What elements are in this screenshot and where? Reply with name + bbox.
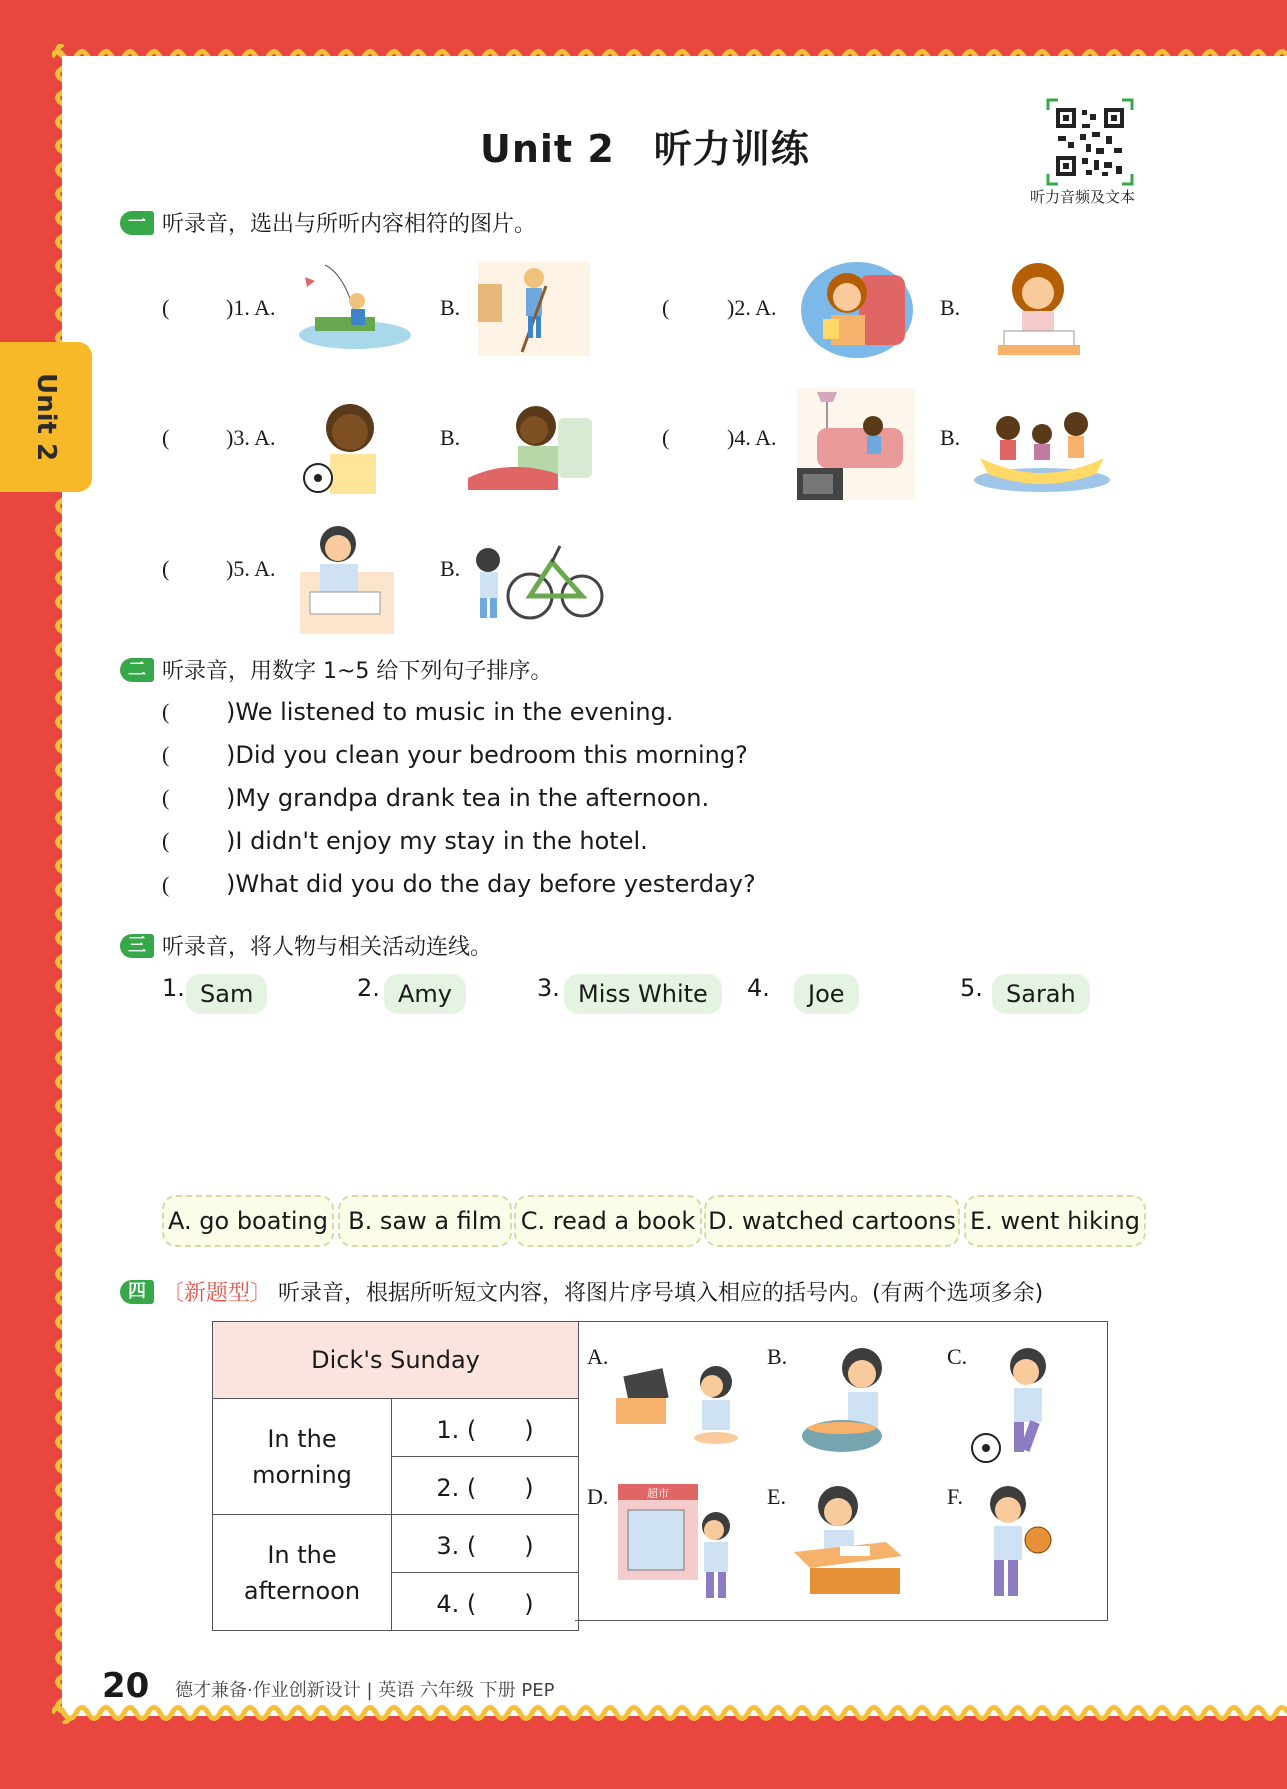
- q2-picture-b-girl-reading[interactable]: [988, 255, 1088, 360]
- picture-b-washing-clothes[interactable]: [800, 1344, 904, 1466]
- q3-option-b: B.: [440, 425, 461, 450]
- q3-picture-b-boy-sick[interactable]: [468, 398, 596, 490]
- activity-went-hiking[interactable]: E. went hiking: [964, 1195, 1146, 1247]
- q5-picture-a-boy-drawing[interactable]: [300, 522, 394, 634]
- section4-heading: [120, 1276, 1043, 1307]
- person-sarah[interactable]: Sarah: [992, 974, 1090, 1014]
- section1-instruction: 听录音，选出与所听内容相符的图片。: [162, 212, 537, 237]
- afternoon-label: [213, 1515, 392, 1631]
- person-number-4: 4.: [747, 974, 770, 1002]
- person-sam[interactable]: Sam: [186, 974, 267, 1014]
- footer-book-title: 德才兼备·作业创新设计 | 英语 六年级 下册 PEP: [175, 1680, 555, 1701]
- activity-read-a-book[interactable]: C. read a book: [514, 1195, 702, 1247]
- section2-instruction: 听录音，用数字 1~5 给下列句子排序。: [162, 659, 553, 684]
- answer-blank-3[interactable]: (: [162, 425, 170, 450]
- wavy-border-bottom: [52, 1700, 1287, 1726]
- picture-d-supermarket[interactable]: [612, 1480, 742, 1604]
- q2-picture-a-girl-popcorn[interactable]: [797, 255, 915, 360]
- page-title: Unit 2 听力训练: [480, 127, 810, 171]
- order-blank-3[interactable]: (: [162, 785, 170, 810]
- section1-badge: 一: [120, 211, 154, 235]
- answer-blank-1[interactable]: (: [162, 295, 170, 320]
- order-blank-1[interactable]: (: [162, 699, 170, 724]
- q5-number: )5. A.: [226, 556, 276, 581]
- q3-number: )3. A.: [226, 425, 276, 450]
- order-sentence-5: )What did you do the day before yesterday?: [226, 870, 756, 898]
- picture-c-playing-football[interactable]: [968, 1344, 1068, 1466]
- qr-caption: 听力音频及文本: [1030, 188, 1136, 206]
- order-blank-2[interactable]: (: [162, 742, 170, 767]
- activity-go-boating[interactable]: A. go boating: [162, 1195, 334, 1247]
- blank-4[interactable]: 4. ( ): [392, 1573, 579, 1631]
- person-number-1: 1.: [162, 974, 185, 1002]
- picture-label-d: D.: [587, 1484, 609, 1509]
- morning-label: [213, 1399, 392, 1515]
- answer-blank-5[interactable]: (: [162, 556, 170, 581]
- qr-code-icon[interactable]: [1046, 98, 1134, 186]
- q5-option-b: B.: [440, 556, 461, 581]
- q2-number: )2. A.: [727, 295, 777, 320]
- blank-2[interactable]: 2. ( ): [392, 1457, 579, 1515]
- dicks-sunday-table: [212, 1321, 579, 1631]
- answer-blank-4[interactable]: (: [662, 425, 670, 450]
- unit-side-tab-label: Unit 2: [31, 372, 61, 462]
- person-number-2: 2.: [357, 974, 380, 1002]
- section1-heading: [120, 207, 536, 238]
- morning-label-text: In the morning: [252, 1424, 352, 1489]
- order-blank-5[interactable]: (: [162, 872, 170, 897]
- shop-sign-text: 超市: [647, 1487, 669, 1500]
- person-number-3: 3.: [537, 974, 560, 1002]
- blank-1[interactable]: 1. ( ): [392, 1399, 579, 1457]
- afternoon-label-text: In the afternoon: [243, 1540, 361, 1605]
- picture-a-watching-tv[interactable]: [612, 1352, 752, 1456]
- section4-badge: 四: [120, 1280, 154, 1304]
- order-sentence-3: )My grandpa drank tea in the afternoon.: [226, 784, 710, 812]
- picture-label-e: E.: [767, 1484, 786, 1509]
- picture-label-a: A.: [587, 1344, 609, 1369]
- blank-3[interactable]: 3. ( ): [392, 1515, 579, 1573]
- q1-number: )1. A.: [226, 295, 276, 320]
- unit-side-tab: [0, 342, 92, 492]
- activity-saw-a-film[interactable]: B. saw a film: [338, 1195, 512, 1247]
- section2-heading: [120, 654, 552, 685]
- picture-label-c: C.: [947, 1344, 968, 1369]
- section3-heading: [120, 930, 492, 961]
- page-number: 20: [102, 1666, 150, 1706]
- order-sentence-2: )Did you clean your bedroom this morning?: [226, 741, 748, 769]
- picture-label-b: B.: [767, 1344, 788, 1369]
- q2-option-b: B.: [940, 295, 961, 320]
- q4-picture-b-family-boat[interactable]: [972, 398, 1112, 494]
- person-amy[interactable]: Amy: [384, 974, 466, 1014]
- q5-picture-b-boy-bike[interactable]: [468, 532, 604, 624]
- q4-picture-a-girl-sofa-tv[interactable]: [797, 388, 915, 500]
- q4-number: )4. A.: [727, 425, 777, 450]
- person-number-5: 5.: [960, 974, 983, 1002]
- person-joe[interactable]: Joe: [794, 974, 859, 1014]
- q1-option-b: B.: [440, 295, 461, 320]
- new-question-type-tag: 〔新题型〕: [162, 1281, 273, 1306]
- picture-f-playing-basketball[interactable]: [980, 1482, 1060, 1606]
- picture-e-doing-homework[interactable]: [790, 1482, 906, 1600]
- section3-badge: 三: [120, 934, 154, 958]
- section3-instruction: 听录音，将人物与相关活动连线。: [162, 935, 493, 960]
- order-sentence-4: )I didn't enjoy my stay in the hotel.: [226, 827, 648, 855]
- q4-option-b: B.: [940, 425, 961, 450]
- person-miss-white[interactable]: Miss White: [564, 974, 722, 1014]
- activity-watched-cartoons[interactable]: D. watched cartoons: [704, 1195, 960, 1247]
- picture-label-f: F.: [947, 1484, 963, 1509]
- order-blank-4[interactable]: (: [162, 828, 170, 853]
- q1-picture-a-fishing[interactable]: [295, 255, 413, 353]
- section2-badge: 二: [120, 658, 154, 682]
- section4-instruction: 听录音，根据所听短文内容，将图片序号填入相应的括号内。(有两个选项多余): [278, 1281, 1044, 1306]
- order-sentence-1: )We listened to music in the evening.: [226, 698, 674, 726]
- q3-picture-a-boy-football[interactable]: [300, 398, 392, 494]
- table-title: Dick's Sunday: [213, 1322, 579, 1399]
- q1-picture-b-sweeping[interactable]: [478, 262, 590, 356]
- answer-blank-2[interactable]: (: [662, 295, 670, 320]
